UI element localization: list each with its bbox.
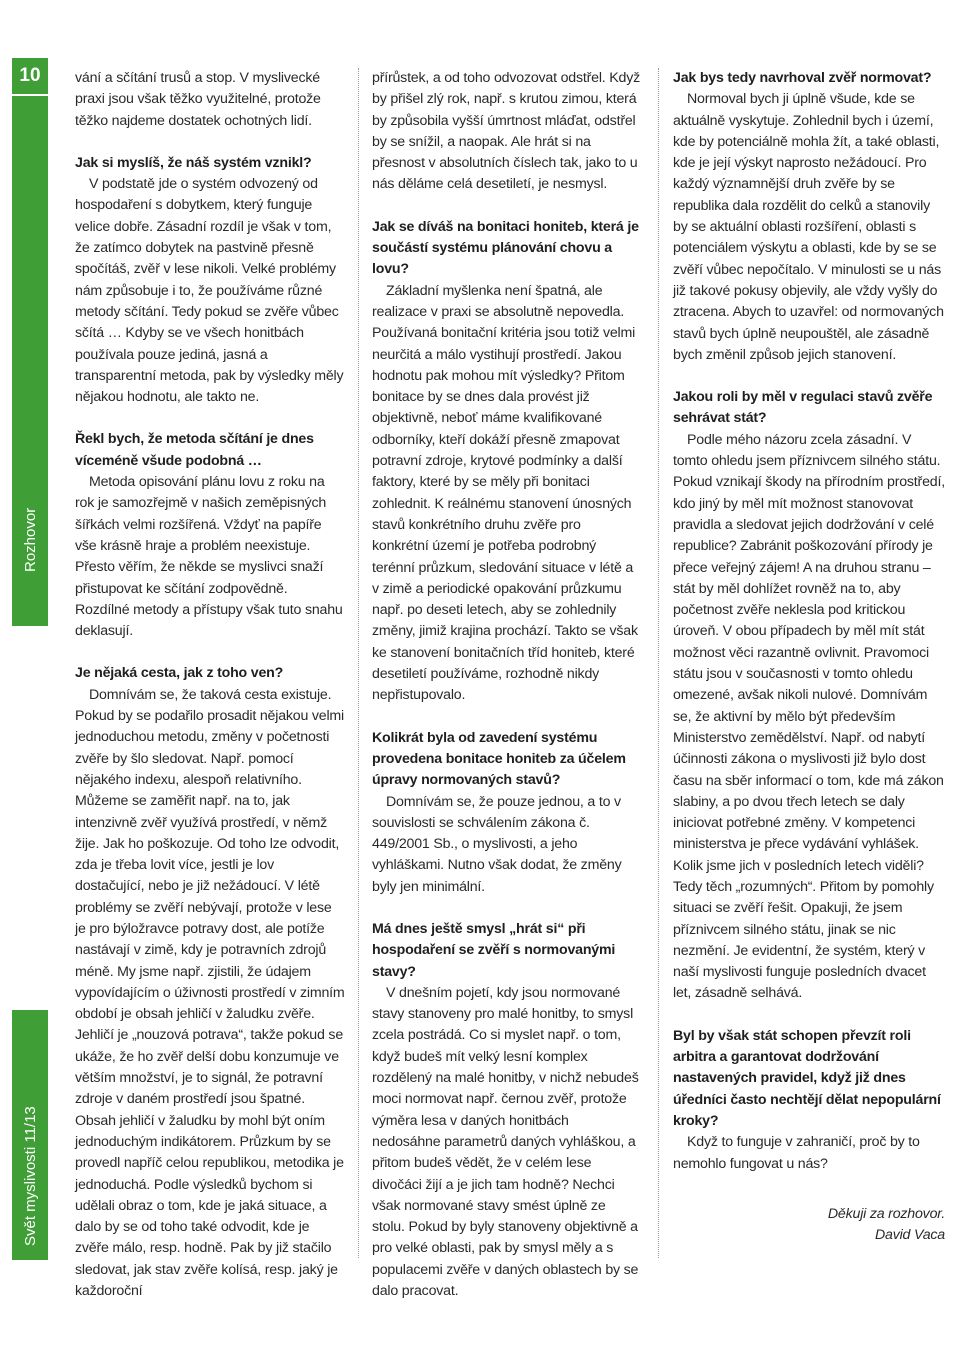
column-1 (75, 68, 345, 1302)
answer: Podle mého názoru zcela zásadní. V tomto ohledu jsem příznivcem silného státu. Pokud vznikají škody na přírodním prostředí, kdo jiný by měl mít možnost stanovovat pravidla a sledovat jejich dodržování v celé republice? Zabránit poškozování přírody je přece veřejný zájem! A na druhou stranu – stát by měl dohlížet rovněž na to, aby početnost zvěře neklesla pod kritickou úroveň. V obou případech by měl mít stát možnost věci razantně ovlivnit. Pravomoci státu jsou v současnosti v tomto ohledu omezené, avšak nikoli nulové. Domnívám se, že aktivní by mělo být především Ministerstvo zemědělství. Např. od nabytí účinnosti zákona o myslivosti již bylo dost času na sběr informací o tom, kde má zákon slabiny, a po dvou třech letech se daly iniciovat potřebné změny. V kompetenci ministerstva je přece vydávání vyhlášek. Kolik jsme jich v posledních letech viděli? Tedy těch „rozumných“. Přitom by pomohly situaci se zvěří řešit. Opakuji, že jsem příznivcem silného státu, jinak se nic nezmění. Je evidentní, že systém, který v naší myslivosti funguje posledních dvacet let, zásadně selhává. (673, 431, 945, 1002)
question: Jakou roli by měl v regulaci stavů zvěře sehrávat stát? (673, 389, 933, 427)
sidebar (0, 0, 52, 1354)
column-divider (358, 68, 359, 1258)
answer: Domnívám se, že pouze jednou, a to v souvislosti se schválením zákona č. 449/2001 Sb., o myslivosti, a jeho vyhláškami. Nutno však dodat, že změny byly jen minimální. (372, 793, 622, 895)
author-name: David Vaca (874, 1227, 945, 1244)
column-3 (673, 68, 945, 1246)
column-2 (372, 68, 640, 1302)
question: Řekl bych, že metoda sčítání je dnes víceméně všude podobná … (75, 431, 314, 469)
question: Má dnes ještě smysl „hrát si“ při hospodaření se zvěří s normovanými stavy? (372, 920, 616, 980)
page-number: 10 (12, 58, 48, 94)
answer: Metoda opisování plánu lovu z roku na rok je samozřejmě v našich zeměpisných šířkách velmi rozšířená. Vždyť na papíře vše krásně hraje a problém neexistuje. Přesto věřím, že někde se myslivci snaží přistupovat ke sčítání zodpovědně. Rozdílné metody a přístupy však tuto snahu deklasují. (75, 474, 343, 640)
answer: V dnešním pojetí, kdy jsou normované stavy stanoveny pro malé honitby, to smysl zcela postrádá. Co si myslet např. o tom, když budeš mít velký lesní komplex rozdělený na malé honitby, v nichž nebudeš moci normovat např. černou zvěř, protože výměra lesa v daných honitbách nedosáhne parametrů daných vyhláškou, a přitom budeš vědět, že v celém lese divočáci žijí a je jich tam hodně? Nechci však normované stavy smést úplně ze stolu. Pokud by byly stanoveny objektivně a pro velké oblasti, pak by smysl měly a s populacemi zvěře v daných oblastech by se dalo pracovat. (372, 984, 639, 1300)
section-bar (12, 96, 48, 626)
section-label: Rozhovor (22, 507, 39, 572)
answer: Normoval bych ji úplně všude, kde se aktuálně vyskytuje. Zohlednil bych i území, kde by potenciálně mohla žít, a také oblasti, kde je její výskyt naprosto nežádoucí. Pro každý významnější druh zvěře by se republika dala rozdělit do celků a stanovily by se aktuální oblasti rozšíření, oblasti s potenciálem výskytu a oblasti, kde by se se zvěří vůbec nepočítalo. V minulosti se u nás již takové pokusy objevily, ale vždy vyšly do ztracena. Abych to uzavřel: od normovaných stavů bych úplně neupouštěl, ale zásadně bych změnil způsob jejich stanovení. (673, 91, 944, 363)
question: Je nějaká cesta, jak z toho ven? (75, 665, 284, 682)
answer: Domnívám se, že taková cesta existuje. Pokud by se podařilo prosadit nějakou velmi jednoduchou metodu, změny v početnosti zvěře by šlo sledovat. Např. pomocí nějakého indexu, alespoň relativního. Můžeme se zaměřit např. na to, jak intenzivně zvěř využívá prostředí, v němž žije. Jak ho poškozuje. Od toho lze odvodit, zda je třeba lovit více, jestli je lov dostačující, nebo je již nežádoucí. V létě problémy se zvěří nebývají, protože v lese je pro býložravce potravy dost, ale potíže nastávají v zimě, kdy je potravních zdrojů méně. My jsme např. zjistili, že údajem vypovídajícím o úživnosti prostředí v zimním období je obsah jehličí v žaludku zvěře. Jehličí je „nouzová potrava“, takže pokud se ukáže, že ho zvěř delší dobu konzumuje ve větším množství, je to signál, že potravní zdroje v daném prostředí jsou špatné. Obsah jehličí v žaludku by mohl být oním jednoduchým indikátorem. Průzkum by se provedl napříč celou republikou, metodika je jednoduchá. Podle výsledků bychom si udělali obraz o tom, kde je jaká situace, a dalo by se od toho také odvodit, kde je zvěře málo, resp. hodně. Pak by již stačilo sledovat, jak stav zvěře kolísá, resp. jaký je každoroční (75, 686, 345, 1300)
magazine-bar (12, 1010, 48, 1260)
paragraph: přírůstek, a od toho odvozovat odstřel. Když by přišel zlý rok, např. s krutou zimou, která by způsobila vyšší úmrtnost mláďat, odstřel by se snížil, a naopak. Ale hrát si na přesnost v absolutních číslech tak, jako to u nás děláme celá desetiletí, je nesmysl. (372, 70, 641, 193)
question: Jak bys tedy navrhoval zvěř normovat? (673, 70, 932, 86)
thanks-line: Děkuji za rozhovor. (827, 1205, 945, 1222)
answer: Když to funguje v zahraničí, proč by to nemohlo fungovat u nás? (673, 1134, 920, 1172)
column-divider (658, 68, 659, 1258)
answer: Základní myšlenka není špatná, ale realizace v praxi se absolutně nepovedla. Používaná bonitační kritéria jsou totiž velmi neurčitá a málo vystihují prostředí. Jakou hodnotu pak mohou mít výsledky? Přitom bonitace by se dnes dala provést již objektivně, neboť máme kvalifikované odborníky, kteří dokáží přesně zmapovat potravní zdroje, krytové podmínky a další faktory, které by se měly při bonitaci zohlednit. K reálnému stanovení únosných stavů konkrétního druhu zvěře pro konkrétní území je potřeba podrobný terénní průzkum, sledování situace v létě a v zimě a periodické opakování průzkumu např. po deseti letech, aby se zohlednily změny, jimiž krajina prochází. Takto se však ke stanovení bonitačních tříd honiteb, které desetiletí používáme, rozhodně nikdy nepřistupovalo. (372, 282, 638, 704)
question: Kolikrát byla od zavedení systému provedena bonitace honiteb za účelem úpravy normovaných stavů? (372, 729, 626, 789)
question: Jak se díváš na bonitaci honiteb, která je součástí systému plánování chovu a lovu? (372, 218, 639, 278)
paragraph: vání a sčítání trusů a stop. V myslivecké praxi jsou však těžko využitelné, protože těžko najdeme dostatek ochotných lidí. (75, 70, 321, 129)
question: Jak si myslíš, že náš systém vznikl? (75, 154, 312, 171)
magazine-label: Svět myslivosti 11/13 (22, 1106, 39, 1246)
answer: V podstatě jde o systém odvozený od hospodaření s dobytkem, který funguje velice dobře. Zásadní rozdíl je však v tom, že zatímco dobytek na pastvině přesně spočítáš, zvěř v lese nikoli. Velké problémy nám způsobuje i to, že používáme různé metody sčítání. Tedy pokud se zvěře vůbec sčítá … Kdyby se ve všech honitbách používala pouze jediná, jasná a transparentní metoda, pak by výsledky měly nějakou hodnotu, ale takto ne. (75, 176, 344, 406)
question: Byl by však stát schopen převzít roli arbitra a garantovat dodržování nastavených pravidel, když již dnes úředníci často nechtějí dělat nepopulární kroky? (673, 1027, 941, 1129)
